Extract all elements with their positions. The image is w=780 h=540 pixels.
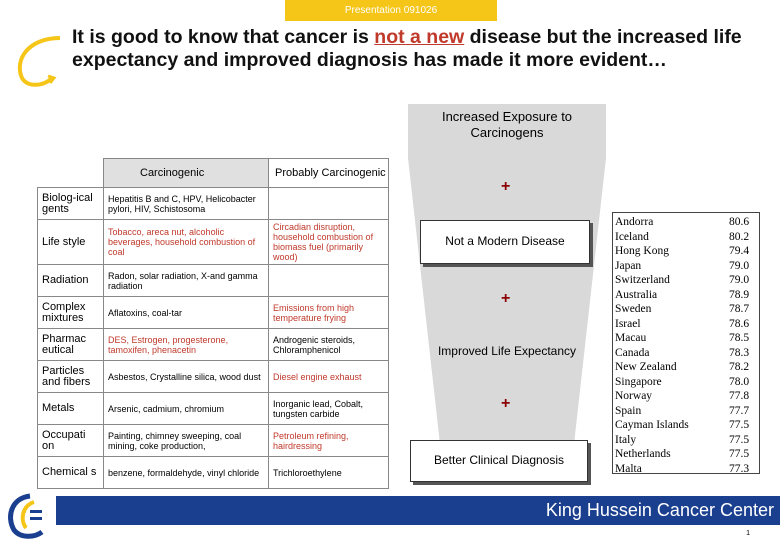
row-carcinogenic: Hepatitis B and C, HPV, Helicobacter pylori, HIV, Schistosoma xyxy=(104,188,269,220)
row-category: Complex mixtures xyxy=(38,297,104,329)
country-name: Singapore xyxy=(615,375,662,388)
country-name: Macau xyxy=(615,332,647,344)
life-expectancy-value: 77.5 xyxy=(729,448,750,460)
exposure-label-box: Increased Exposure to Carcinogens xyxy=(408,104,606,158)
page-number: 1 xyxy=(746,530,750,537)
table-row xyxy=(38,329,389,361)
life-expectancy-value: 78.6 xyxy=(729,317,750,330)
life-expectancy-value: 78.0 xyxy=(729,375,750,388)
country-name: Spain xyxy=(615,404,642,417)
country-name: New Zealand xyxy=(615,361,677,373)
row-category: Particles and fibers xyxy=(38,361,104,393)
row-carcinogenic: Arsenic, cadmium, chromium xyxy=(104,393,269,425)
row-probable: Emissions from high temperature frying xyxy=(269,297,389,329)
country-name: Andorra xyxy=(615,216,654,228)
country-name: Malta xyxy=(615,462,642,475)
country-name: Hong Kong xyxy=(615,245,669,257)
table-header-carcinogenic: Carcinogenic xyxy=(104,159,269,188)
footer-org-name: King Hussein Cancer Center xyxy=(55,496,780,525)
row-probable: Diesel engine exhaust xyxy=(269,361,389,393)
row-carcinogenic: Painting, chimney sweeping, coal mining, coke production, xyxy=(104,425,269,457)
khcc-emblem-icon xyxy=(0,492,56,540)
table-row xyxy=(38,361,389,393)
row-carcinogenic: Tobacco, areca nut, alcoholic beverages, household combustion of coal xyxy=(104,220,269,265)
table-row xyxy=(38,265,389,297)
life-expectancy-value: 77.3 xyxy=(729,462,750,475)
country-name: Iceland xyxy=(615,230,649,243)
title-text-end: disease but the increased life expectancy and improved diagnosis has made it more evident… xyxy=(72,26,742,71)
plus-icon: + xyxy=(501,395,511,412)
row-probable: Circadian disruption, household combustion of biomass fuel (primarily wood) xyxy=(269,220,389,265)
presentation-label: Presentation 091026 xyxy=(285,0,497,21)
country-name: Italy xyxy=(615,433,637,446)
country-name: Cayman Islands xyxy=(615,419,689,431)
table-header-category xyxy=(38,159,104,188)
country-name: Switzerland xyxy=(615,274,670,286)
life-expectancy-value: 78.5 xyxy=(729,332,750,344)
funnel-graphic xyxy=(392,150,622,490)
life-expectancy-value: 80.2 xyxy=(729,230,750,243)
life-expectancy-value: 78.3 xyxy=(729,346,750,359)
row-carcinogenic: DES, Estrogen, progesterone, tamoxifen, phenacetin xyxy=(104,329,269,361)
row-category: Metals xyxy=(38,393,104,425)
row-carcinogenic: Aflatoxins, coal-tar xyxy=(104,297,269,329)
table-row xyxy=(38,297,389,329)
life-expectancy-value: 78.9 xyxy=(729,288,750,301)
table-row xyxy=(38,188,389,220)
row-carcinogenic: benzene, formaldehyde, vinyl chloride xyxy=(104,457,269,489)
life-expectancy-value: 77.5 xyxy=(729,433,750,446)
country-name: Australia xyxy=(615,288,658,301)
life-expectancy-value: 77.7 xyxy=(729,404,750,417)
row-category: Life style xyxy=(38,220,104,265)
table-row xyxy=(38,393,389,425)
row-category: Occupati on xyxy=(38,425,104,457)
title-text-start: It is good to know that cancer is xyxy=(72,26,375,48)
value-column xyxy=(729,215,755,476)
row-carcinogenic: Radon, solar radiation, X-and gamma radiation xyxy=(104,265,269,297)
row-probable: Androgenic steroids, Chloramphenicol xyxy=(269,329,389,361)
carcinogen-table xyxy=(37,158,389,489)
life-expectancy-value: 79.0 xyxy=(729,274,750,286)
plus-icon: + xyxy=(501,178,511,195)
life-expectancy-value: 79.4 xyxy=(729,245,750,257)
step-label-modern: Not a Modern Disease xyxy=(445,234,565,248)
country-name: Japan xyxy=(615,259,642,272)
row-probable xyxy=(269,188,389,220)
life-expectancy-value: 79.0 xyxy=(729,259,750,272)
table-header-probable: Probably Carcinogenic xyxy=(269,159,389,188)
country-name: Israel xyxy=(615,317,641,330)
footer xyxy=(0,492,780,540)
country-name: Norway xyxy=(615,390,653,402)
country-column xyxy=(615,215,715,476)
step-label-diagnosis: Better Clinical Diagnosis xyxy=(433,453,565,467)
row-probable: Trichloroethylene xyxy=(269,457,389,489)
country-name: Sweden xyxy=(615,303,652,315)
row-probable xyxy=(269,265,389,297)
life-expectancy-value: 77.5 xyxy=(729,419,750,431)
plus-icon: + xyxy=(501,290,511,307)
table-row xyxy=(38,425,389,457)
country-name: Netherlands xyxy=(615,448,671,460)
table-header-row xyxy=(38,159,389,188)
row-probable: Petroleum refining, hairdressing xyxy=(269,425,389,457)
life-expectancy-list xyxy=(612,212,760,474)
table-row xyxy=(38,220,389,265)
life-expectancy-value: 80.6 xyxy=(729,216,750,228)
step-label-life-expectancy: Improved Life Expectancy xyxy=(437,344,577,358)
table-row xyxy=(38,457,389,489)
row-category: Pharmac eutical xyxy=(38,329,104,361)
life-expectancy-value: 78.7 xyxy=(729,303,750,315)
page-title xyxy=(72,26,762,72)
title-highlight: not a new xyxy=(374,26,465,48)
life-expectancy-value: 78.2 xyxy=(729,361,750,373)
country-name: Canada xyxy=(615,346,650,359)
row-carcinogenic: Asbestos, Crystalline silica, wood dust xyxy=(104,361,269,393)
logo-arc-icon xyxy=(8,30,68,90)
row-category: Chemical s xyxy=(38,457,104,489)
life-expectancy-value: 77.8 xyxy=(729,390,750,402)
row-probable: Inorganic lead, Cobalt, tungsten carbide xyxy=(269,393,389,425)
row-category: Biolog-ical gents xyxy=(38,188,104,220)
row-category: Radiation xyxy=(38,265,104,297)
